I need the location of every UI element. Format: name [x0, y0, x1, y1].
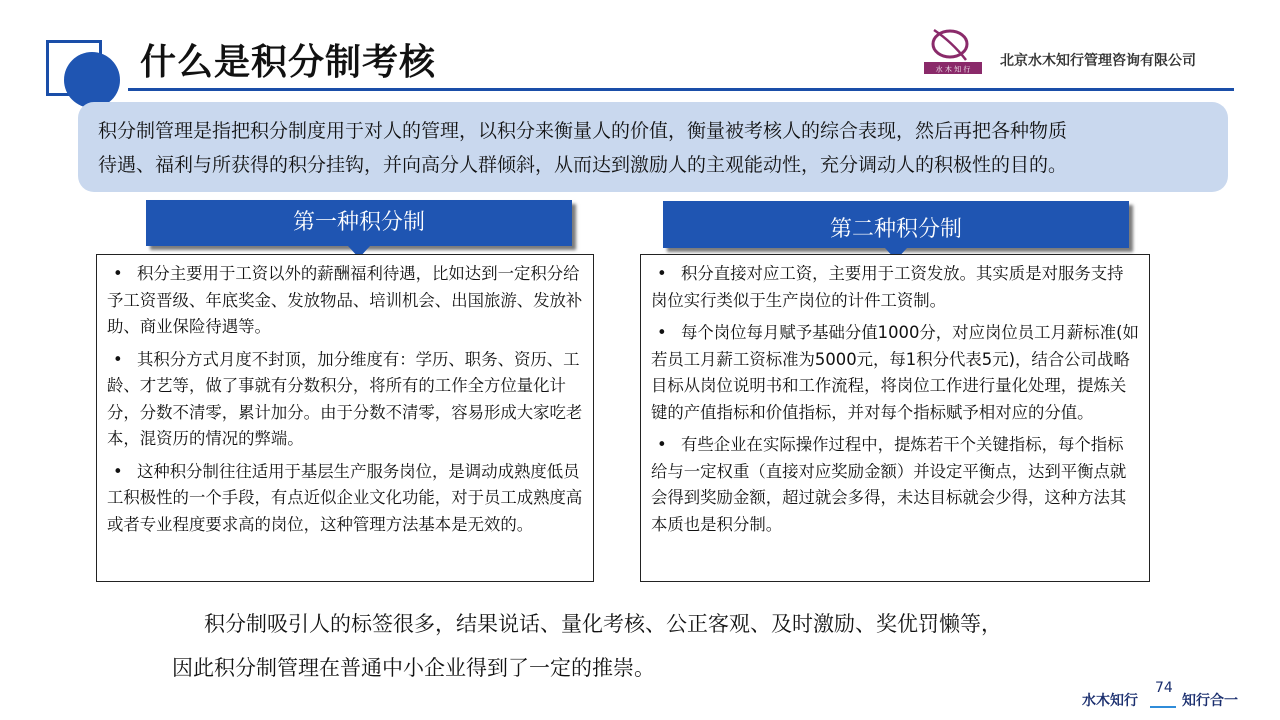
section1-item-2-text: 其积分方式月度不封顶，加分维度有：学历、职务、资历、工龄、才艺等，做了事就有分数积分，将所有的工作全方位量化计分，分数不清零，累计加分。由于分数不清零，容易形成大家吃老本，混资历的情况的弊端。	[107, 349, 583, 448]
section2-box	[640, 254, 1150, 582]
section1-item-3	[107, 459, 583, 539]
bullet: •	[657, 435, 667, 454]
intro-line-1: 积分制管理是指把积分制度用于对人的管理，以积分来衡量人的价值，衡量被考核人的综合表现，然后再把各种物质	[98, 120, 1068, 142]
section2-item-2-text: 每个岗位每月赋予基础分值1000分，对应岗位员工月薪标准(如若员工月薪工资标准为5000元，每1积分代表5元)，结合公司战略目标从岗位说明书和工作流程，将岗位工作进行量化处理，提炼关键的产值指标和价值指标，并对每个指标赋予相对应的分值。	[651, 323, 1139, 422]
footer-underline	[1150, 706, 1176, 708]
decor-circle	[64, 52, 120, 108]
section1-item-2	[107, 347, 583, 453]
footer-slogan-left: 水木知行	[1082, 693, 1138, 709]
bullet: •	[113, 349, 123, 369]
logo-text: 水 木 知 行	[935, 65, 971, 74]
section2-item-2	[651, 320, 1139, 426]
bullet: •	[113, 461, 123, 481]
section1-banner: 第一种积分制	[146, 200, 572, 246]
section2-item-3-text: 有些企业在实际操作过程中，提炼若干个关键指标，每个指标给与一定权重（直接对应奖励金额）并设定平衡点，达到平衡点就会得到奖励金额，超过就会多得，未达目标就会少得，这种方法其本质也是积分制。	[651, 435, 1127, 534]
section1-item-1-text: 积分主要用于工资以外的薪酬福利待遇，比如达到一定积分给予工资晋级、年底奖金、发放物品、培训机会、出国旅游、发放补助、商业保险待遇等。	[107, 264, 583, 336]
section1-box	[96, 254, 594, 582]
section2-item-1	[651, 261, 1139, 314]
header-divider	[128, 88, 1234, 91]
bullet: •	[657, 264, 667, 283]
footer-slogan-right: 知行合一	[1182, 693, 1238, 709]
intro-line-2: 待遇、福利与所获得的积分挂钩，并向高分人群倾斜，从而达到激励人的主观能动性，充分调动人的积极性的目的。	[98, 154, 1068, 176]
company-logo	[922, 26, 986, 76]
company-name: 北京水木知行管理咨询有限公司	[1000, 53, 1196, 69]
section2-item-1-text: 积分直接对应工资，主要用于工资发放。其实质是对服务支持岗位实行类似于生产岗位的计件工资制。	[651, 264, 1124, 310]
summary-line-1: 积分制吸引人的标签很多，结果说话、量化考核、公正客观、及时激励、奖优罚懒等，	[204, 612, 1002, 636]
page-title: 什么是积分制考核	[140, 42, 437, 83]
section2-item-3	[651, 432, 1139, 538]
page-number: 74	[1155, 680, 1173, 696]
intro-box	[78, 102, 1228, 192]
bullet: •	[657, 323, 667, 342]
summary-line-2: 因此积分制管理在普通中小企业得到了一定的推崇。	[172, 656, 655, 680]
section1-item-1	[107, 261, 583, 341]
bullet: •	[113, 264, 123, 283]
section2-banner: 第二种积分制	[663, 201, 1129, 248]
section1-item-3-text: 这种积分制往往适用于基层生产服务岗位，是调动成熟度低员工积极性的一个手段，有点近似企业文化功能，对于员工成熟度高或者专业程度要求高的岗位，这种管理方法基本是无效的。	[107, 461, 583, 534]
